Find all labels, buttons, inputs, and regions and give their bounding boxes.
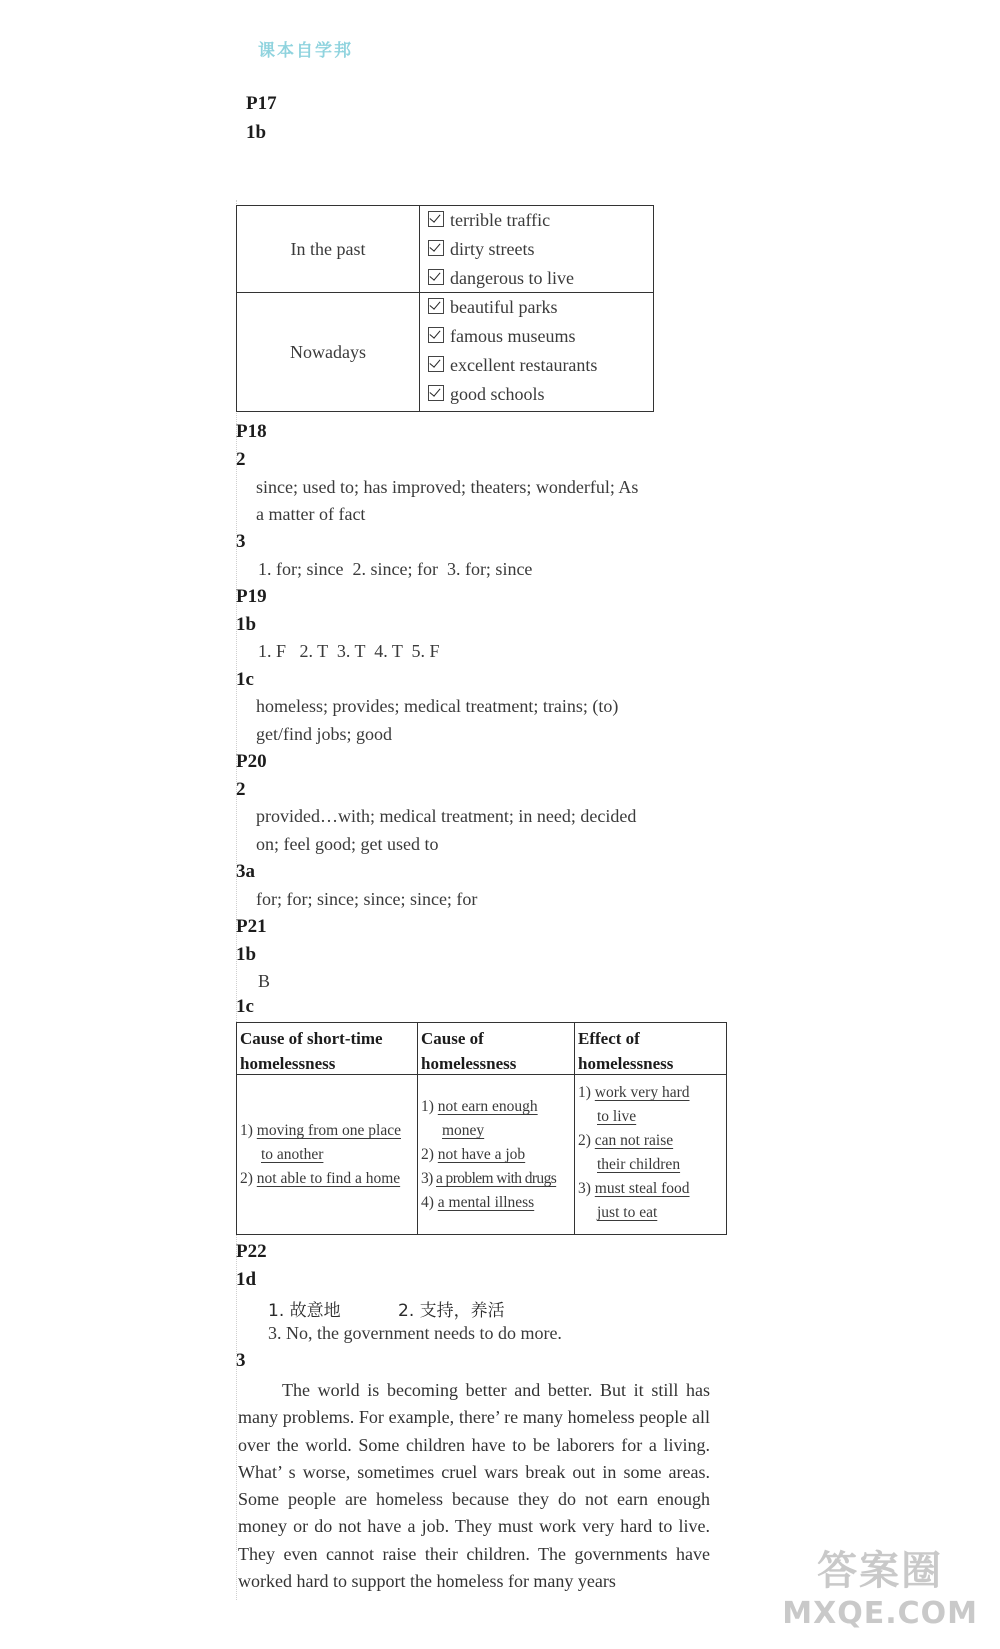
section-p19: P19: [236, 586, 267, 607]
label-3: 3: [236, 1350, 246, 1371]
label-3: 3: [236, 531, 246, 552]
answer-text: B: [258, 971, 271, 991]
cause-cell: [418, 1075, 575, 1234]
label-2: 2: [236, 779, 246, 800]
checkbox-checked-icon: [428, 269, 444, 285]
table-row: [237, 206, 653, 293]
homelessness-table: [236, 1022, 727, 1235]
answer-text: on; feel good; get used to: [256, 834, 439, 854]
list-item: 2) can not raise: [578, 1132, 674, 1149]
list-item-cont: to live: [597, 1108, 637, 1125]
label-3a: 3a: [236, 861, 255, 882]
checkbox-checked-icon: [428, 385, 444, 401]
answer-text: homeless; provides; medical treatment; trains; (to): [256, 696, 619, 716]
past-nowadays-table: [236, 205, 654, 412]
column-header: Effect of homelessness: [578, 1029, 674, 1073]
answer-text: get/find jobs; good: [256, 724, 392, 744]
checked-option: dangerous to live: [421, 264, 574, 293]
list-item: 1) moving from one place: [240, 1122, 401, 1139]
list-item: 1) work very hard: [578, 1084, 690, 1101]
section-p18: P18: [236, 421, 267, 442]
checked-option: dirty streets: [421, 235, 574, 264]
list-item: 1) not earn enough: [421, 1098, 538, 1115]
answer-text: 1. 故意地: [268, 1301, 341, 1321]
answer-text: 2. 支持，养活: [398, 1301, 505, 1321]
watermark-url: MXQE.COM: [782, 1596, 978, 1631]
column-header: Cause of homelessness: [421, 1029, 517, 1073]
brand-header: 课本自学邦: [258, 41, 353, 61]
option-list: [421, 206, 574, 293]
label-1c: 1c: [236, 996, 254, 1017]
list-item: 2) not have a job: [421, 1146, 526, 1163]
essay-paragraph: The world is becoming better and better. But it still has many problems. For example, there’ re many homeless people all over the world. Some children have to be laborers for a living. What’ s worse, sometimes cruel wars break out in some areas. Some people are homeless because they do not earn enough money or do not have a job. They must work very hard to live. They even cannot raise their children. The governments have worked hard to support the homeless for many years: [238, 1380, 710, 1592]
checkbox-checked-icon: [428, 298, 444, 314]
answer-text: a matter of fact: [256, 504, 366, 524]
label-1b: 1b: [236, 944, 257, 965]
watermark: [782, 1539, 978, 1631]
list-item-cont: their children: [597, 1156, 681, 1173]
list-item-cont: to another: [261, 1146, 324, 1163]
label-1d: 1d: [236, 1269, 257, 1290]
table-row: [237, 293, 653, 411]
option-list: [421, 293, 597, 409]
list-item: 3) a problem with drugs: [421, 1170, 557, 1187]
list-item-cont: just to eat: [597, 1204, 658, 1221]
checkbox-checked-icon: [428, 240, 444, 256]
list-item: 2) not able to find a home: [240, 1170, 401, 1187]
section-p21: P21: [236, 916, 267, 937]
table-body: [237, 1075, 726, 1234]
checked-option: famous museums: [421, 322, 597, 351]
effect-cell: [575, 1075, 725, 1234]
checked-option: terrible traffic: [421, 206, 574, 235]
list-item: 3) must steal food: [578, 1180, 690, 1197]
checked-option: beautiful parks: [421, 293, 597, 322]
column-header: Cause of short-time homelessness: [240, 1029, 383, 1073]
section-p17: P17: [246, 93, 277, 114]
checkbox-checked-icon: [428, 356, 444, 372]
checkbox-checked-icon: [428, 327, 444, 343]
answer-text: for; for; since; since; since; for: [256, 889, 478, 909]
checkbox-checked-icon: [428, 211, 444, 227]
list-item-cont: money: [442, 1122, 485, 1139]
label-1b: 1b: [246, 122, 267, 143]
section-p22: P22: [236, 1241, 267, 1262]
row-label: Nowadays: [237, 293, 420, 411]
row-label: In the past: [237, 206, 420, 292]
answer-text: provided…with; medical treatment; in need; decided: [256, 806, 637, 826]
checked-option: excellent restaurants: [421, 351, 597, 380]
answer-text: since; used to; has improved; theaters; wonderful; As: [256, 477, 639, 497]
label-2: 2: [236, 449, 246, 470]
watermark-brand: 答案圈: [817, 1548, 944, 1594]
section-p20: P20: [236, 751, 267, 772]
table-header-row: [237, 1023, 726, 1075]
cause-short-time-cell: [237, 1075, 418, 1234]
label-1b: 1b: [236, 614, 257, 635]
list-item: 4) a mental illness: [421, 1194, 535, 1211]
label-1c: 1c: [236, 669, 254, 690]
answer-text: 1. for; since 2. since; for 3. for; since: [258, 559, 533, 579]
answer-text: 3. No, the government needs to do more.: [268, 1323, 562, 1343]
checked-option: good schools: [421, 380, 597, 409]
answer-text: 1. F 2. T 3. T 4. T 5. F: [258, 641, 440, 661]
